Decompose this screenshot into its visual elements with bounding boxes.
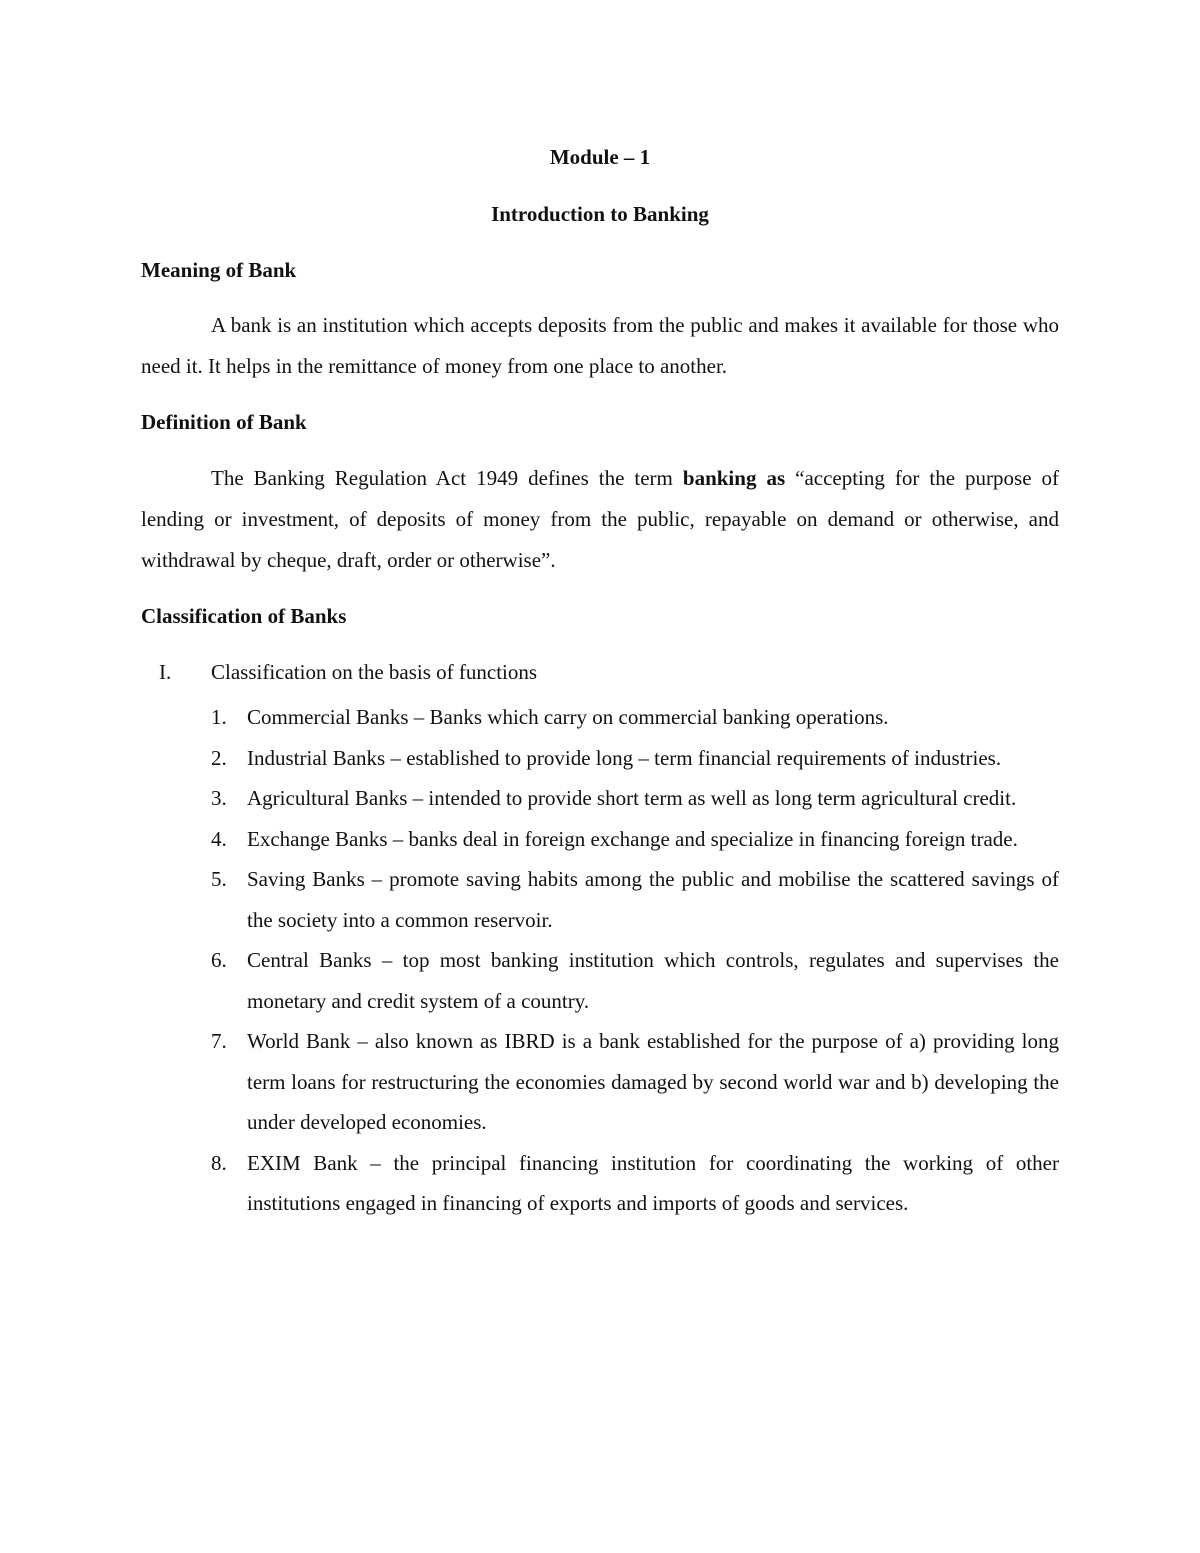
list-item	[211, 778, 1059, 819]
list-item-number: 6.	[211, 948, 227, 972]
list-item-number: 1.	[211, 705, 227, 729]
list-item-text: Saving Banks – promote saving habits among the public and mobilise the scattered savings of the society into a common reservoir.	[247, 867, 1059, 932]
list-item-text: Commercial Banks – Banks which carry on commercial banking operations.	[247, 705, 889, 729]
definition-paragraph	[141, 458, 1059, 581]
list-item-text: Industrial Banks – established to provide long – term financial requirements of industries.	[247, 745, 1002, 770]
list-item-text: Central Banks – top most banking institution which controls, regulates and supervises the monetary and credit system of a country.	[247, 948, 1059, 1013]
meaning-text: A bank is an institution which accepts deposits from the public and makes it available for those who need it. It helps in the remittance of money from one place to another.	[141, 313, 1059, 378]
definition-text-after: “accepting for the purpose of lending or investment, of deposits of money from the public, repayable on demand or otherwise, and withdrawal by cheque, draft, order or otherwise”.	[141, 466, 1060, 572]
list-item-number: 5.	[211, 867, 227, 891]
list-item	[211, 738, 1059, 779]
classification-heading: Classification of Banks	[141, 604, 347, 628]
classification-outer-item	[159, 660, 537, 685]
definition-heading: Definition of Bank	[141, 410, 307, 434]
list-item-text: World Bank – also known as IBRD is a bank established for the purpose of a) providing long term loans for restructuring the economies damaged by second world war and b) developing the under developed economies.	[247, 1029, 1059, 1134]
list-item	[211, 1143, 1059, 1224]
bank-types-list	[211, 697, 1059, 1224]
definition-text-before: The Banking Regulation Act 1949 defines the term	[211, 466, 683, 490]
list-item-number: 8.	[211, 1150, 227, 1175]
list-item-number: 2.	[211, 745, 227, 770]
list-item	[211, 859, 1059, 940]
list-item	[211, 819, 1059, 860]
outer-item-number: I.	[159, 660, 172, 684]
list-item-text: Exchange Banks – banks deal in foreign exchange and specialize in financing foreign trade.	[247, 826, 1018, 851]
list-item-number: 7.	[211, 1029, 227, 1053]
document-subtitle: Introduction to Banking	[491, 202, 709, 226]
list-item	[211, 940, 1059, 1021]
meaning-paragraph	[141, 305, 1059, 387]
list-item-number: 4.	[211, 826, 227, 851]
list-item	[211, 697, 1059, 738]
list-item-text: EXIM Bank – the principal financing institution for coordinating the working of other institutions engaged in financing of exports and imports of goods and services.	[247, 1150, 1059, 1215]
meaning-heading: Meaning of Bank	[141, 258, 297, 282]
list-item-text: Agricultural Banks – intended to provide short term as well as long term agricultural credit.	[247, 786, 1017, 810]
list-item	[211, 1021, 1059, 1143]
module-title: Module – 1	[549, 145, 651, 169]
outer-item-label: Classification on the basis of functions	[211, 660, 538, 684]
list-item-number: 3.	[211, 786, 227, 810]
definition-bold-term: banking as	[682, 466, 786, 490]
